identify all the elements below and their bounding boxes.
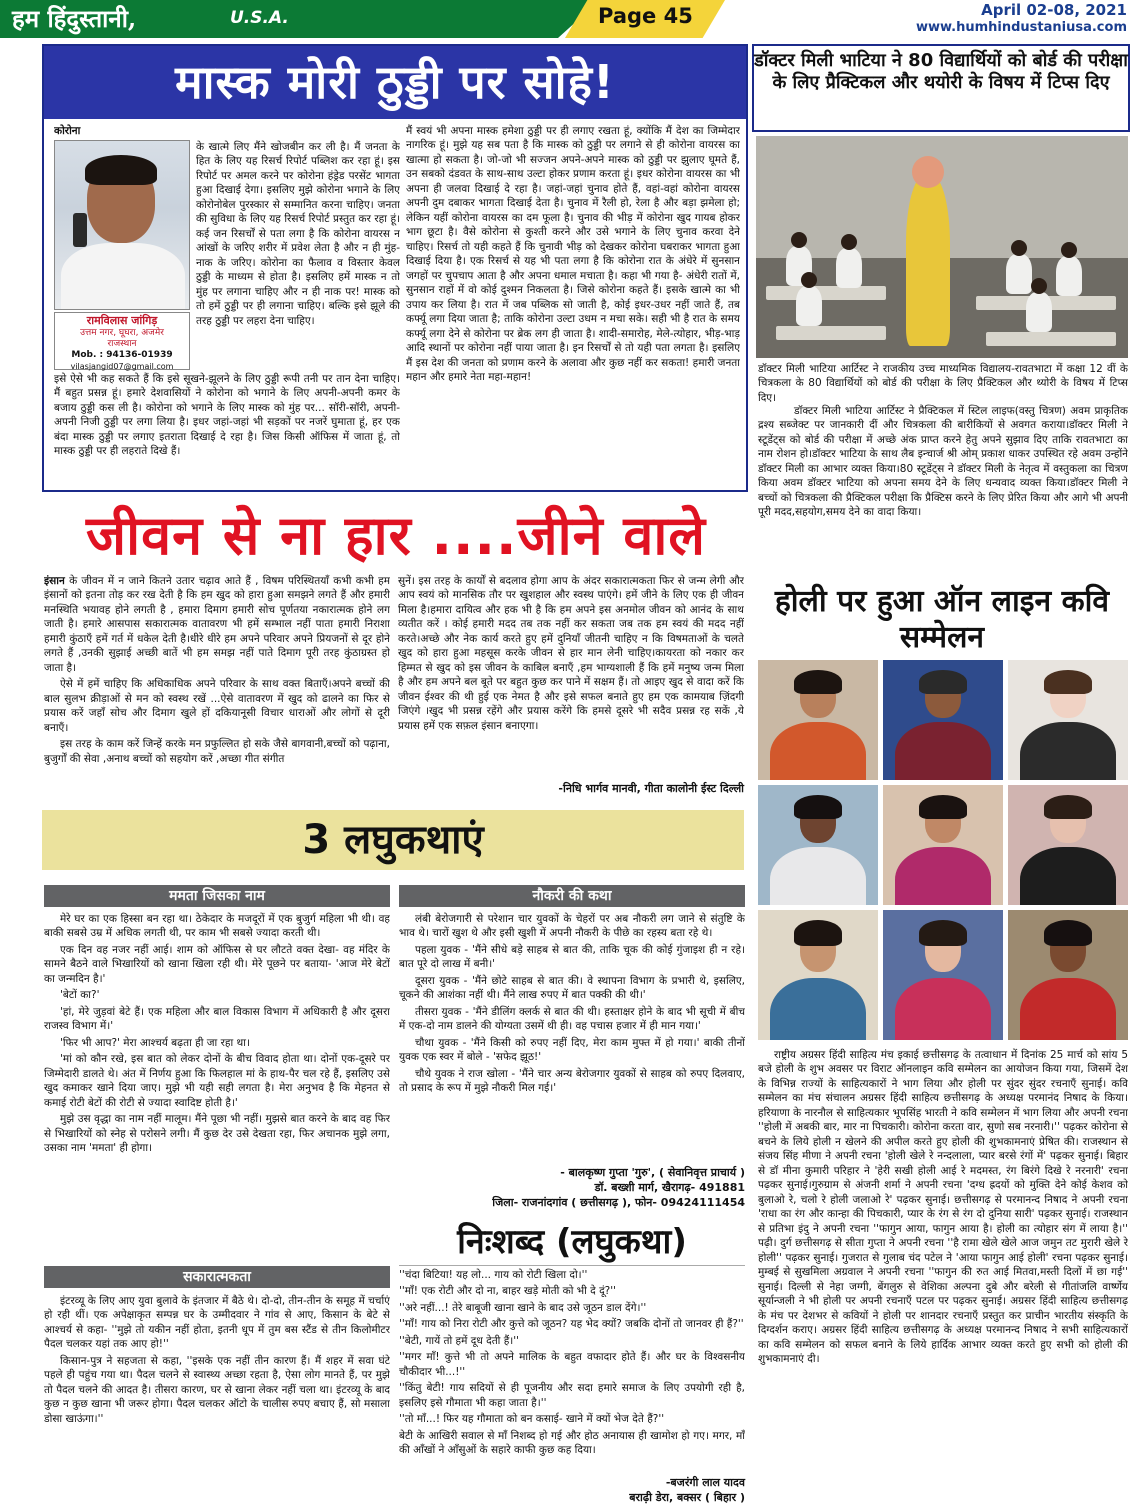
life-para-1: के जीवन में न जाने कितने उतार चढ़ाव आते हैं , विषम परिस्थितयाँ कभी कभी हम इंसानों को इतना तोड़ कर रख देती है कि हम खुद को हारा हुआ समझने लगते हैं और हमारी मनस्थिति भयावह होने लगती है , हमारा दिमाग हमारी सोच पूर्णतया नकारात्मक होने लग जाती है। हमारे आसपास सकारात्मक वातावरण भी हमें सम्भाल नहीं पाता हमारी निराशा हमारी कुंठाएँ हमें गर्त में धकेल देती है।धीरे धीरे हम अपने परिवार अपने प्रियजनों से दूर होने लगते हैं ,उनकी सुझाई अच्छी बातें भी हम समझ नहीं पाते दिमाग पूरी तरह कुंठाग्रस्त हो जाता है। (44, 575, 390, 674)
author-name: रामविलास जांगिड़ (86, 314, 158, 327)
mask-para-1-cont: इसे ऐसे भी कह सकते हैं कि इसे सूखने-झूलने के लिए ठुड्डी रूपी तनी पर तान देना चाहिए। मैं बहुत प्रसन्न हूं। हमारे देशवासियों ने कोरोना को भगाने के लिए अपनी-अपनी कमर के बजाय ठुड्डी कस ली है। कोरोना को भगाने के लिए मास्क को मुंह पर... सॉरी-सॉरी, अपनी-अपनी निजी ठुड्डी पर लगा लिया है। इधर जहां-जहां भी सड़कों पर नजरें घुमाता हूं, हर एक बंदा मास्क ठुड्डी पर लगाए इतराता दिखाई दे रहा है। जिस किसी ऑफिस में जाता हूं, तो मास्क ठुड्डी पर ही लहराते दिखे हैं। (54, 373, 400, 458)
poet-photo-1 (758, 660, 878, 780)
laghukatha-banner: 3 लघुकथाएं (42, 810, 744, 870)
nishabd-p2: ''माँ! एक रोटी और दो ना, बाहर खड़े मोती को भी दे दूं?'' (399, 1285, 617, 1298)
naukri-p6: चौथे युवक ने राज खोला - 'मैंने चार अन्य बेरोजगार युवकों से साहब को रुपए दिलवाए, तो प्रसाद के रूप में मुझे नौकरी मिल गई।' (399, 1067, 745, 1095)
mamta-p5: 'फिर भी आप?' मेरा आश्चर्य बढ़ता ही जा रहा था। (60, 1036, 250, 1049)
poet-photo-7 (758, 910, 878, 1040)
nishabd-author-block (399, 1476, 745, 1506)
mask-col1-bottom (54, 372, 400, 486)
website-link[interactable]: www.humhindustaniusa.com (915, 20, 1127, 35)
naukri-p4: तीसरा युवक - 'मैंने डीलिंग क्लर्क से बात की थी। हस्ताक्षर होने के बाद भी सूची में बीच में एक-दो नाम डालने की योग्यता उसमें थी ही। वह पचास हजार में ही मान गया।' (399, 1005, 745, 1033)
sakar-p1: इंटरव्यू के लिए आए युवा बुलावे के इंतजार में बैठे थे। दो-दो, तीन-तीन के समूह में चर्चाएं हो रही थीं। एक अपेक्षाकृत सम्पन्न घर के उम्मीदवार ने गांव से आए, किसान के बेटे से आश्चर्य से कहा- ''मुझे तो यकीन नहीं होता, इतनी धूप में तुम बस स्टैंड से तीन किलोमीटर पैदल चलकर यहां तक आए हो!'' (44, 1295, 390, 1351)
poet-photo-2 (883, 660, 1003, 780)
nishabd-p7: ''किंतु बेटी! गाय सदियों से ही पूजनीय और सदा हमारे समाज के लिए उपयोगी रही है, इसलिए इसे गौमाता भी कहा जाता है।'' (399, 1382, 745, 1409)
author-state: राजस्थान (107, 339, 137, 349)
mamta-p4: 'हां, मेरे जुड़वां बेटे हैं। एक महिला और बाल विकास विभाग में अधिकारी है और दूसरा राजस्व विभाग में।' (44, 1005, 390, 1033)
mamta-story (44, 912, 390, 1262)
holi-article-body (758, 1048, 1128, 1504)
life-article-title: जीवन से ना हार ....जीने वाले (86, 504, 706, 567)
mamta-p2: एक दिन वह नजर नहीं आई। शाम को ऑफिस से घर लौटते वक्त देखा- वह मंदिर के सामने बैठने वाले भिखारियों को खाना खिला रही थी। मेरे पूछने पर बताया- 'आज मेरे बेटों का जन्मदिन है।' (44, 943, 390, 985)
naukri-p1: लंबी बेरोजगारी से परेशान चार युवकों के चेहरों पर अब नौकरी लग जाने से संतुष्टि के भाव थे। चारों खुश थे और इसी खुशी में अपनी नौकरी के पीछे का रहस्य बता रहे थे। (399, 913, 745, 940)
brand-name: हम हिंदुस्तानी, (12, 4, 137, 33)
mask-lead-word: कोरोना (54, 125, 81, 137)
naukri-p3: दूसरा युवक - 'मैंने छोटे साहब से बात की। वे स्थापना विभाग के प्रभारी थे, इसलिए, चूकने की आशंका नहीं थी। मैंने लाख रुपए में बात पक्की की थी।' (399, 974, 745, 1002)
naukri-p2: पहला युवक - 'मैंने सीधे बड़े साहब से बात की, ताकि चूक की कोई गुंजाइश ही न रहे। बात पूरे दो लाख में बनी।' (399, 943, 745, 971)
doctor-article-title: डॉक्टर मिली भाटिया ने 80 विद्यार्थियों को बोर्ड की परीक्षा के लिए प्रैक्टिकल और थयोरी के विषय में टिप्स दिए (752, 44, 1130, 132)
doctor-photo-caption (758, 362, 1128, 402)
holi-body-text: राष्ट्रीय अग्रसर हिंदी साहित्य मंच इकाई छत्तीसगढ़ के तत्वाधान में दिनांक 25 मार्च को सांय 5 बजे होली के शुभ अवसर पर विराट ऑनलाइन कवि सम्मेलन का आयोजन किया गया, जिसमें देश के विभिन्न राज्यों के साहित्यकारों ने भाग लिया और होली पर सुंदर सुंदर रचनाएँ सुनाई। कवि सम्मेलन का मंच संचालन अग्रसर हिंदी साहित्य छत्तीसगढ़ के अध्यक्ष परमानंद निषाद के किया। हरियाणा के नारनौल से साहित्यकार भूपसिंह भारती ने कवि सम्मेलन में भाग लिया और अपनी रचना ''होली में अबकी बार, मार ना पिचकारी। कोरोना करता वार, सुणो सब नरनारी।'' पढ़कर कोरोना से बचने के लिये होली न खेलने की अपील करते हुए होली की शुभकामनाएं प्रेषित की। राजस्थान से संजय सिंह मीणा ने अपनी रचना 'होली खेले रे नन्दलाला, प्यार बरसे रंगों में' पढ़कर सुनाई। बिहार से डॉ मीना कुमारी परिहार ने 'हेरी सखी होली आई रे मदमस्त, रंग बिरंगे दिखे रे नरनारी' रचना पढ़कर सुनाई।गुरुग्राम से अंजनी शर्मा ने अपनी रचना 'दग्ध ह्रदयों को मुक्ति देने कोई केशव को बुलाओ रे, चलो रे होली जलाओ रे' पढ़कर सुनाई। छत्तीसगढ़ से परमानन्द निषाद ने अपनी रचना 'राधा का रंग और कान्हा की पिचकारी, प्यार के रंग से रंग दो दुनिया सारी' पढ़कर सुनाई। राजस्थान से प्रतिभा इंदु ने अपनी रचना ''फागुन आया, फागुन आया है। होली का त्योहार संग में लाया है।'' पढ़ी। दुर्ग छत्तीसगढ़ से सीता गुप्ता ने अपनी रचना ''है रामा खेले खेले आज जमुन तट मुरारी खेले रे होली'' पढ़कर सुनाई। गुजरात से गुलाब चंद पटेल ने 'आया फागुन आई होली' रचना पढ़कर सुनाई। मुम्बई से सुखमिला अग्रवाल ने अपनी रचना ''फागुन की रुत आई मितवा,मस्ती दिलों में छा गई'' सुनाई। दिल्ली से नेहा जग्गी, बेंगलुरु से वेशिका अल्पना दुबे और बरेली से गीतांजलि वार्ष्णेय सूर्यान्जली ने भी होली पर अपनी रचनाएँ पटल पर पढ़कर सुनाई। अग्रसर हिंदी साहित्य छत्तीसगढ़ के मंच पर देशभर से कवियों ने होली पर शानदार रचनाएँ प्रस्तुत कर प्राचीन भारतीय संस्कृति के दिग्दर्शन कराए। अग्रसर हिंदी साहित्य छत्तीसगढ़ के अध्यक्ष परमानन्द निषाद ने सभी साहित्यकारों का कवि सम्मेलन को सफल बनाने के लिये हार्दिक आभार व्यक्त करते हुए सभी को होली की शुभकामनाएं दी। (758, 1049, 1128, 1366)
author-caption (54, 312, 190, 370)
poet-photo-9 (1008, 910, 1128, 1040)
nishabd-p5: ''बेटी, गायें तो हमें दूध देती हैं।'' (399, 1334, 520, 1347)
nishabd-heading: निःशब्द (लघुकथा) (399, 1218, 745, 1266)
mask-col2 (406, 124, 740, 488)
naukri-heading: नौकरी की कथा (399, 885, 745, 907)
poet-photo-4 (758, 785, 878, 905)
life-para-3: इस तरह के काम करें जिन्हें करके मन प्रफुल्लित हो सके जैसे बागवानी,बच्चों को पढ़ाना, बुजुर्गों की सेवा ,अनाथ बच्चों को सहयोग करें ,अच्छा गीत संगीत (44, 738, 390, 765)
author-mobile: Mob. : 94136-01939 (71, 350, 173, 361)
nishabd-story (399, 1268, 745, 1476)
mamta-p6: 'मां को कौन रखे, इस बात को लेकर दोनों के बीच विवाद होता था। दोनों एक-दूसरे पर जिम्मेदारी डालते थे। अंत में निर्णय हुआ कि फिलहाल मां के हाथ-पैर चल रहे हैं, इसलिए उसे खुद कमाकर खाने दिया जाए। मुझे भी यही सही लगता है। मेरा अनुभव है कि मेहनत से कमाई रोटी बेटों की रोटी से ज्यादा स्वादिष्ट होती है।' (44, 1053, 390, 1109)
page-header (0, 0, 1135, 38)
life-lead-word: इंसान (44, 575, 65, 587)
life-col2 (398, 574, 744, 760)
author-address: उत्तम नगर, घूघरा, अजमेर (80, 327, 164, 338)
sakaratmakta-heading: सकारात्मकता (44, 1266, 390, 1288)
mask-para-2: मैं स्वयं भी अपना मास्क हमेशा ठुड्डी पर ही लगाए रखता हूं, क्योंकि मैं देश का जिम्मेदार नागरिक हूं। मुझे यह सब पता है कि मास्क को ठुड्डी पर लगाने से ही कोरोना वायरस का खात्मा हो सकता है। जो-जो भी सज्जन अपने-अपने मास्क को ठुड्डी पर झुलाए घूमते हैं, उन सबको दंडवत के साथ-साथ उल्टा होकर प्रणाम करता हूं। इधर कोरोना वायरस का भी अपना ही जलवा दिखाई दे रहा है। जहां-जहां चुनाव होते हैं, वहां-वहां कोरोना वायरस अपनी दुम दबाकर भागता दिखाई देता है। चुनाव में रैली हो, रेला है और बड़ा झमेला हो; लेकिन यहीं कोरोना वायरस का दम फूला है। चुनाव की भीड़ में कोरोना खुद गायब होकर भाग छूटा है। वैसे कोरोना से कुश्ती करने और उसे भगाने के लिए चुनाव करवा देने चाहिए। रिसर्च तो यही कहते हैं कि चुनावी भीड़ को देखकर कोरोना घबराकर भागता हुआ दिखाई दिया है। एक रिसर्च से यह भी पता लगा है कि कोरोना रात के अंधेरे में सुनसान जगहों पर चुपचाप आता है और अपना धमाल मचाता है। कहा भी गया है- अंधेरी रातों में, सुनसान राहों में वो कोई दुश्मन निकलता है। जिसे कोरोना कहते हैं। इसके खात्मे का भी उपाय कर लिया है। रात में जब पब्लिक सो जाती है, कोई इधर-उधर नहीं जाते हैं, तब कर्फ्यू लगा दिया जाता है; ताकि कोरोना उल्टा उधम न मचा सके। सही भी है रात के समय कर्फ्यू लगा देने से कोरोना पर ब्रेक लग ही जाता है। शादी-समारोह, मेले-त्योहार, भीड़-भाड़ आदि स्थानों पर कोरोना नहीं पाया जाता है। इन रिसर्चों से तो यही पता लगता है। इसलिए मैं इस देश की जनता को प्रणाम करने के अलावा और कुछ नहीं कर सकता! हमारी जनता महान और हमारे नेता महा-महान! (406, 125, 740, 384)
poet-photo-5 (883, 785, 1003, 905)
holi-article-title: होली पर हुआ ऑन लाइन कवि सम्मेलन (774, 584, 1110, 655)
naukri-p5: चौथा युवक - 'मैंने किसी को रुपए नहीं दिए, मेरा काम मुफ्त में हो गया।' बाकी तीनों युवक एक स्वर में बोले - 'सफेद झूठ!' (399, 1036, 745, 1064)
classroom-photo (756, 136, 1128, 358)
page-number: Page 45 (598, 4, 693, 28)
nishabd-author: -बजरंगी लाल यादव (665, 1476, 745, 1489)
poet-photo-6 (1008, 785, 1128, 905)
naukri-author-block (399, 1166, 745, 1211)
nishabd-p4: ''माँ! गाय को निरा रोटी और कुत्ते को जूठन? यह भेद क्यों? जबकि दोनों तो जानवर ही हैं?'' (399, 1318, 744, 1331)
nishabd-p6: ''मगर माँ! कुत्ते भी तो अपने मालिक के बहुत वफादार होते हैं। और घर के विश्वसनीय चौकीदार भी...!'' (399, 1351, 745, 1378)
doctor-body-text: डॉक्टर मिली भाटिया आर्टिस्ट ने प्रैक्टिकल में स्टिल लाइफ(वस्तु चित्रण) अवम प्राकृतिक द्रश्य सब्जेक्ट पर जानकारी दीं और चित्रकला की बारीकियों से अवगत कराया।डॉक्टर मिली ने स्टूडेंट्स को बोर्ड की परीक्षा में अच्छे अंक प्राप्त करने हेतु अपने सुझाव दिए ताकि रावतभाटा का नाम रोशन हो।डॉक्टर भाटिया के साथ लैब इन्चार्ज श्री ओम् प्रकाश धाकर उपस्थित रहे अवम उन्होंने डॉक्टर मिली का आभार व्यक्त किया।80 स्टूडेंट्स ने डॉक्टर मिली के नेतृत्व में वस्तुकला का चित्रण किया अवम डॉक्टर भाटिया को अपना समय देने के लिए धन्यवाद व्यक्त किया।डॉक्टर मिली ने बच्चों को चित्रकला की प्रैक्टिकल परीक्षा कि प्रैक्टिस करने के लिए प्रेरित किया और आगे भी अपनी पूरी मदद,सहयोग,समय देने का वादा किया। (758, 405, 1128, 519)
life-col1 (44, 574, 390, 800)
sakaratmakta-story (44, 1294, 390, 1506)
nishabd-address: बराढ़ी डेरा, बक्सर ( बिहार ) (629, 1490, 745, 1504)
mamta-p1: मेरे घर का एक हिस्सा बन रहा था। ठेकेदार के मजदूरों में एक बुजुर्ग महिला भी थी। वह बाकी सबसे उम्र में अधिक लगती थी, पर काम भी सबसे ज्यादा करती थी। (44, 913, 390, 940)
nishabd-p9: बेटी के आखिरी सवाल से माँ निशब्द हो गई और होठ अनायास ही खामोश हो गए। मगर, माँ की आँखों ने आँसुओं के सहारे काफी कुछ कह दिया। (399, 1429, 745, 1457)
poet-photo-8 (883, 910, 1003, 1040)
mamta-heading: ममता जिसका नाम (44, 885, 390, 907)
naukri-district: जिला- राजनांदगांव ( छत्तीसगढ़ ), फोन- 09424111454 (492, 1195, 745, 1209)
naukri-author: - बालकृष्ण गुप्ता 'गुरु', ( सेवानिवृत्त प्राचार्य ) (560, 1166, 745, 1179)
naukri-story (399, 912, 745, 1162)
mask-para-1: के खात्मे लिए मैंने खोजबीन कर ली है। मैं जनता के हित के लिए यह रिसर्च रिपोर्ट पब्लिश कर रहा हूं। इस रिपोर्ट पर अमल करने पर कोरोना हंड्रेड परसेंट भागता हुआ दिखाई देगा। इसलिए मुझे कोरोना भगाने के लिए कोरोनोबेल पुरस्कार से सम्मानित करना चाहिए। जनता की सुविधा के लिए यह रिसर्च रिपोर्ट प्रस्तुत कर रहा हूं। कई जन रिसर्चों से पता लगा है कि कोरोना वायरस न आंखों के जरिए शरीर में प्रवेश लेता है और न ही मुंह-नाक के जरिए। कोरोना का फैलाव व विस्तार केवल ठुड्डी के माध्यम से होता है। इसलिए हमें मास्क न तो मुंह पर लगाना चाहिए और न ही नाक पर! मास्क को तो हमें ठुड्डी पर ही लगाना चाहिए। बल्कि इसे झूले की तरह ठुड्डी पर लहरा देना चाहिए। (196, 141, 400, 327)
poet-photo-3 (1008, 660, 1128, 780)
life-author: -निधि भार्गव मानवी, गीता कालोनी ईस्ट दिल्ली (558, 782, 744, 795)
doctor-article-body (758, 404, 1128, 576)
mask-col1-top (196, 140, 400, 366)
mask-article-title: मास्क मोरी ठुड्डी पर सोहे! (44, 46, 746, 119)
sakar-p2: किसान-पुत्र ने सहजता से कहा, ''इसके एक नहीं तीन कारण हैं। मैं शहर में सवा घंटे पहले ही पहुंच गया था। पैदल चलने से स्वास्थ्य अच्छा रहता है, ऐसा लोग मानते हैं, पर मुझे तो पैदल चलने की आदत है। तीसरा कारण, घर से खाना लेकर नहीं चला था। इंटरव्यू के बाद कुछ न कुछ खाना भी जरूर होगा। पैदल चलकर ऑटो के चालीस रुपए बचाए हैं, सो मसाला डोसा खाऊंगा।'' (44, 1354, 390, 1425)
doctor-caption-text: डॉक्टर मिली भाटिया आर्टिस्ट ने राजकीय उच्च माध्यमिक विद्यालय-रावतभाटा में कक्षा 12 वीं के चित्रकला के 80 विद्यार्थियों को बोर्ड की परीक्षा के लिए प्रैक्टिकल और थ्योरी के विषय में टिप्स दिए। (758, 363, 1128, 402)
brand-country: U.S.A. (230, 8, 289, 28)
life-para-3-cont: सुनें। इस तरह के कार्यों से बदलाव होगा आप के अंदर सकारात्मकता फिर से जन्म लेगी और आप स्वयं को मानसिक तौर पर खुशहाल और स्वस्थ पाएंगे। हमें जीने के लिए एक ही जीवन मिला है।हमारा दायित्व और हक भी है कि हम अपने इस अनमोल जीवन को आनंद के साथ व्यतीत करें । कोई हमारी मदद तब तक नहीं कर सकता जब तक हम स्वयं की मदद नहीं करते।अच्छे और नेक कार्य करते हुए हमें दुनियाँ जीतनी चाहिए न कि विषमताओं के चलते खुद को हारा हुआ महसूस करके जीवन से हार मान लेनी चाहिए।कायरता को नकार कर हिम्मत से खुद को इस जीवन के काबिल बनाएँ ,हम भाग्यशाली हैं कि हमें मनुष्य जन्म मिला है और हम अपने बल बूते पर बहुत कुछ कर पाने में सक्षम हैं। तो आइए खुद से वादा करें कि जीवन ईश्वर की थी हुई एक नेमत है और इसे सफल बनाते हुए हम एक कामयाब ज़िंदगी जिएंगे ।खुद भी प्रसन्न रहेंगे और प्रयास करेंगे कि हमसे दूसरे भी सदैव प्रसन्न रह सकें ,ये प्रयास हमें एक सफ़ल इंसान बनाएगा। (398, 575, 744, 732)
nishabd-p3: ''अरे नहीं...! तेरे बाबूजी खाना खाने के बाद उसे जूठन डाल देंगे।'' (399, 1301, 647, 1314)
life-para-2: ऐसे में हमें चाहिए कि अधिकाधिक अपने परिवार के साथ वक्त बिताएँ।अपने बच्चों की बाल सुलभ क्रीड़ाओं से मन को स्वस्थ रखें ...ऐसे वातावरण में खुद को ढालने का फिर से प्रयास करें जहाँ सोच और दिमाग खुले हों दकियानूसी विचार धाराओं और लोगों से दूरी बनाएँ। (44, 678, 390, 734)
issue-date: April 02-08, 2021 (981, 1, 1127, 19)
nishabd-p8: ''तो माँ...! फिर यह गौमाता को बन कसाई- खाने में क्यों भेज देते हैं?'' (399, 1413, 665, 1426)
author-email: vilasjangid07@gmail.com (70, 361, 174, 371)
nishabd-p1: ''चंदा बिटिया! यह लो... गाय को रोटी खिला दो।'' (399, 1269, 588, 1281)
mamta-p3: 'बेटों का?' (60, 989, 100, 1002)
naukri-address: डॉ. बख्शी मार्ग, खैरागढ़- 491881 (594, 1180, 745, 1194)
author-photo (54, 140, 190, 310)
mamta-p7: मुझे उस वृद्धा का नाम नहीं मालूम। मैंने पूछा भी नहीं। मुझसे बात करने के बाद वह फिर से भिखारियों को स्नेह से परोसने लगी। मैं कुछ देर उसे देखता रहा, फिर अचानक मुझे लगा, उसका नाम 'ममता' ही होगा। (44, 1113, 390, 1155)
